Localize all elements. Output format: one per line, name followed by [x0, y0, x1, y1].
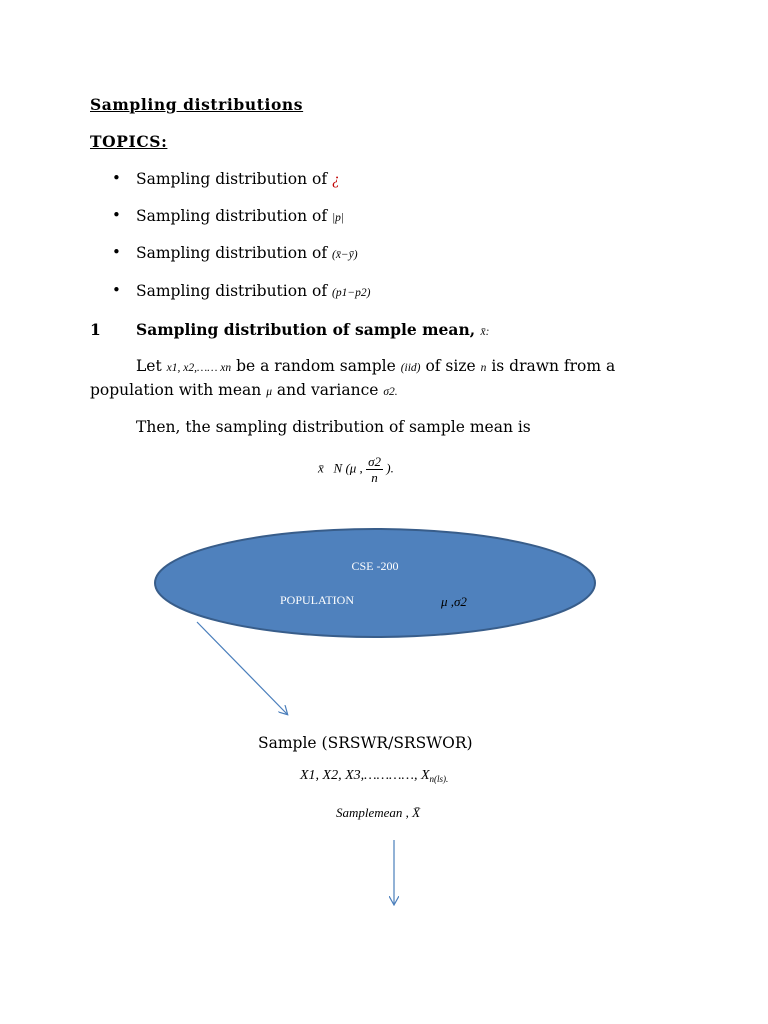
document-title: Sampling distributions — [90, 95, 304, 114]
fraction-denominator: n — [371, 470, 378, 485]
sample-mean-label: Samplemean , X̄ — [336, 805, 421, 820]
paragraph-line: Then, the sampling distribution of sample mean is — [136, 418, 531, 436]
para-text: and variance — [276, 381, 379, 399]
formula-close: ). — [386, 460, 394, 476]
fraction-numerator: σ2 — [368, 454, 381, 469]
bullet-icon: • — [112, 281, 121, 299]
sample-vars-subscript: n(ls). — [429, 774, 449, 784]
para-text: population with mean — [90, 381, 262, 399]
sample-variables-list — [300, 768, 448, 784]
arrow-to-sample — [197, 622, 287, 714]
formula-mu: (μ , — [345, 460, 363, 476]
sigma-symbol: σ2. — [383, 386, 398, 398]
n-symbol: n — [480, 362, 487, 374]
para-text: be a random sample — [236, 357, 396, 375]
para-text: of size — [425, 357, 476, 375]
formula-xbar: x̄ — [318, 460, 324, 476]
section-title-text: Sampling distribution of sample mean, — [136, 320, 476, 339]
course-label: CSE -200 — [351, 559, 399, 573]
topic-text: Sampling distribution of — [136, 244, 332, 262]
bullet-icon: • — [112, 243, 121, 261]
iid-label: (iid) — [400, 362, 421, 374]
bullet-icon: • — [112, 206, 121, 224]
topic-text: Sampling distribution of — [136, 282, 332, 300]
topic-math: (p1−p2) — [331, 287, 371, 299]
bullet-icon: • — [112, 169, 121, 187]
topic-math: (x̄−ȳ) — [331, 249, 358, 261]
topics-label: TOPICS: — [90, 132, 168, 151]
sample-vars-text: X1, X2, X3,…………, X — [300, 768, 430, 783]
topic-math: ¿ — [331, 171, 340, 188]
formula-n: N — [333, 460, 343, 476]
para-text: is drawn from a — [491, 357, 616, 375]
sample-label: Sample (SRSWR/SRSWOR) — [258, 734, 473, 752]
section-number: 1 — [90, 320, 101, 339]
topic-text: Sampling distribution of — [136, 170, 332, 188]
population-label: POPULATION — [280, 593, 355, 607]
mu-symbol: μ — [266, 386, 272, 398]
population-params: μ ,σ2 — [441, 594, 467, 609]
topic-math: |p| — [331, 212, 345, 224]
population-ellipse — [155, 529, 595, 637]
sample-variables: x1, x2,…… xn — [166, 362, 232, 374]
para-text: Let — [136, 357, 162, 375]
topic-text: Sampling distribution of — [136, 207, 332, 225]
section-symbol: x̄: — [480, 326, 490, 338]
